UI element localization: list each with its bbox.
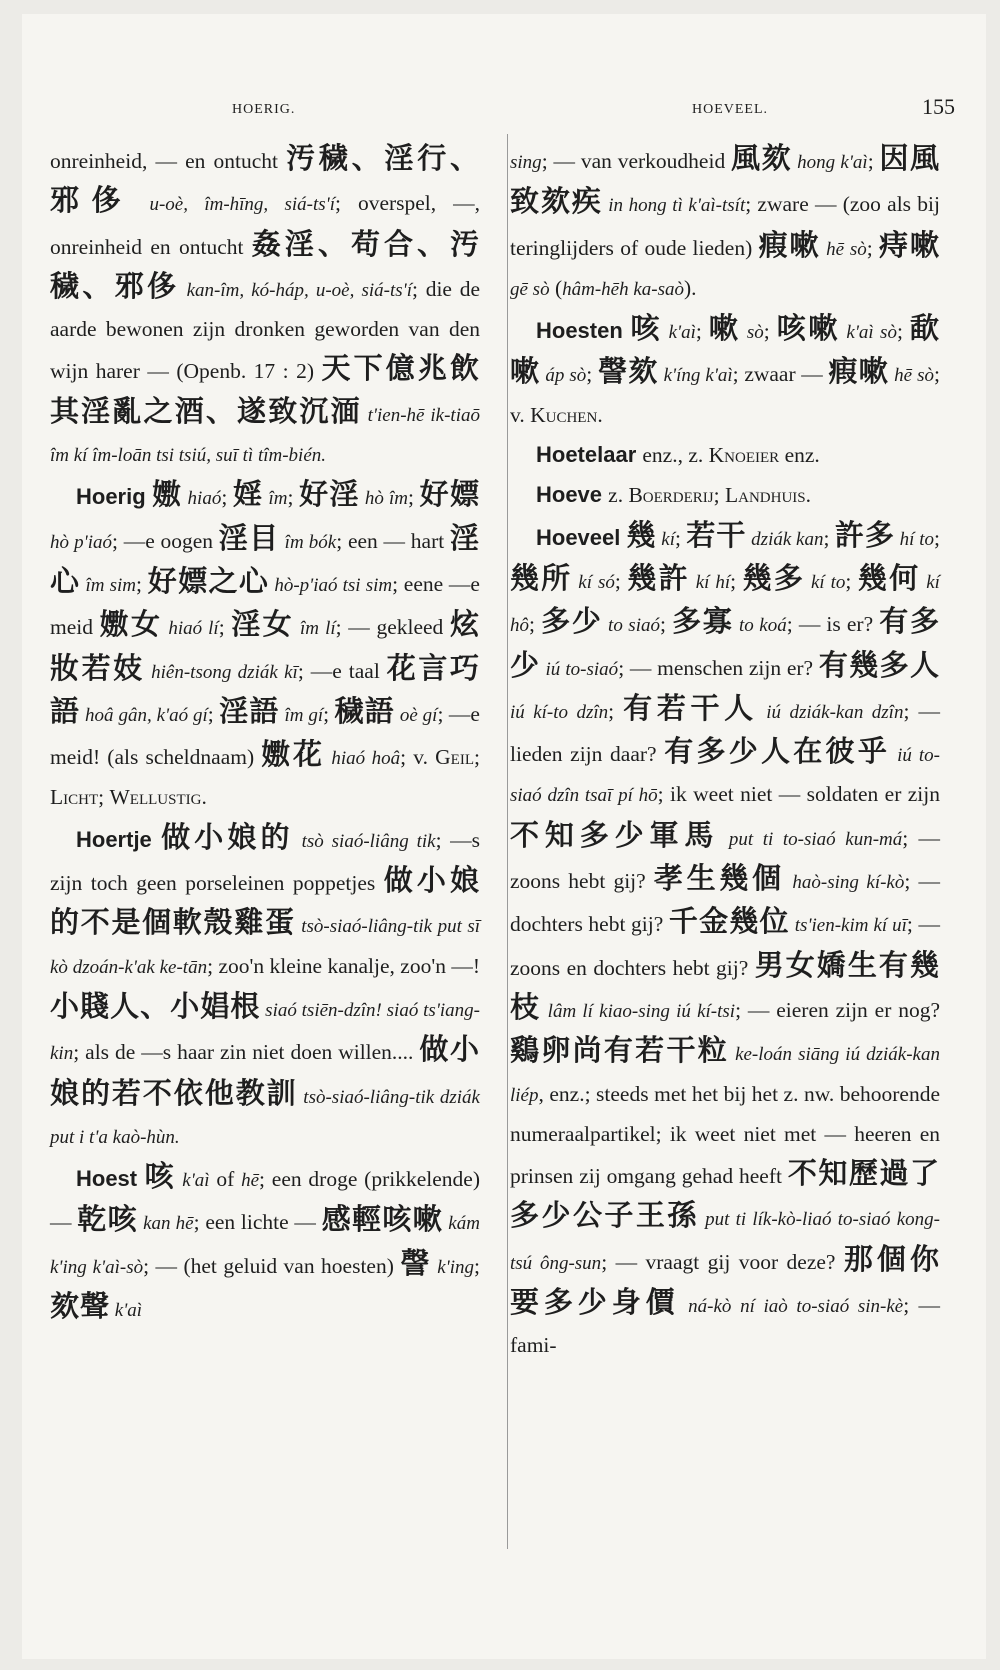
romanization: îm	[263, 488, 288, 510]
romanization: kan hē	[138, 1213, 194, 1235]
text-run: ;	[218, 615, 232, 640]
text-run: ; overspel, —, onreinheid en ontucht	[50, 191, 480, 259]
romanization: îm sim	[80, 574, 137, 596]
romanization: ná-kò ní iaò to-siaó sin-kè	[679, 1296, 904, 1318]
romanization: kám k'ing k'aì-sò	[50, 1213, 480, 1278]
text-run: ; — (het geluid van hoesten)	[143, 1253, 401, 1278]
romanization: îm gí	[279, 704, 324, 726]
text-run: ; — dochters hebt gij?	[510, 869, 940, 937]
chinese-characters: 風欬	[731, 141, 792, 175]
romanization: gē sò	[510, 278, 550, 300]
chinese-characters: 那個你要多少身價	[510, 1241, 940, 1320]
chinese-characters: 做小娘的	[161, 819, 294, 854]
chinese-characters: 歃嗽	[510, 311, 940, 389]
romanization: hò-p'iaó tsi sim	[269, 574, 393, 596]
chinese-characters: 淫目	[218, 520, 280, 555]
text-run: .	[805, 483, 812, 508]
entry-hoetelaar	[510, 435, 940, 475]
text-run: ;	[98, 785, 110, 810]
romanization: k'aì	[176, 1170, 210, 1192]
text-run: ;	[845, 568, 858, 593]
text-run: ;	[614, 568, 628, 593]
page-number: 155	[922, 94, 955, 119]
romanization: hò îm	[359, 488, 408, 510]
text-run: (	[549, 275, 563, 300]
chinese-characters: 痔嗽	[879, 227, 940, 262]
chinese-characters: 因風致欬疾	[510, 141, 940, 219]
text-run: ; v.	[510, 362, 940, 427]
text-run: onreinheid, — en ontucht	[50, 149, 287, 173]
chinese-characters: 好淫	[299, 477, 360, 512]
text-run: ; zwaar —	[732, 362, 829, 387]
text-run: ; — lieden zijn daar?	[510, 698, 940, 767]
romanization: k'ing	[431, 1256, 475, 1278]
chinese-characters: 瘕嗽	[828, 354, 890, 389]
romanization: hò p'iaó	[50, 531, 112, 553]
text-run: ; een — hart	[336, 528, 450, 553]
running-head-left: HOERIG.	[232, 102, 296, 117]
chinese-characters: 鷄卵尚有若干粒	[510, 1033, 730, 1068]
text-run: ;	[608, 698, 624, 723]
romanization: hí to	[894, 528, 934, 550]
romanization: siaó tsiēn-dzîn! siaó ts'iang-kin	[50, 999, 480, 1065]
romanization: k'aì	[110, 1300, 143, 1322]
romanization: hē sò	[820, 238, 867, 260]
chinese-characters: 好嫖	[419, 477, 481, 512]
entry-hoeve	[510, 475, 940, 515]
chinese-characters: 幾何	[857, 560, 921, 595]
chinese-characters: 乾咳	[77, 1202, 138, 1237]
cross-reference: Knoeier	[708, 443, 780, 468]
text-run: ;	[407, 485, 420, 510]
text-run: ; — is er?	[786, 612, 880, 637]
romanization: to koá	[733, 615, 787, 637]
text-run: ; een droge (prikkelende) —	[50, 1167, 480, 1235]
chinese-characters: 炫妝若妓	[50, 607, 480, 685]
chinese-characters: 不知歷過了多少公子王孫	[510, 1156, 940, 1233]
entry-continuation	[50, 139, 480, 475]
chinese-characters: 嫐	[152, 477, 183, 512]
text-run: ;	[474, 1253, 480, 1278]
chinese-characters: 小賤人、小娼根	[50, 988, 261, 1023]
left-column	[50, 139, 480, 1330]
text-run: .	[201, 785, 207, 810]
chinese-characters: 做小娘的不是個軟殼雞蛋	[50, 863, 480, 940]
text-run: ;	[529, 612, 542, 637]
entry-hoeveel	[510, 516, 940, 1366]
romanization: iú dziák-kan dzîn	[757, 701, 904, 723]
romanization: put ti lík-kò-liaó to-siaó kong-tsú ông-sun	[510, 1209, 940, 1274]
romanization: hoâ gân, k'aó gí	[80, 704, 208, 726]
text-run: ;	[695, 319, 709, 344]
romanization: kí	[656, 528, 676, 550]
chinese-characters: 若干	[686, 517, 747, 552]
entry-continuation	[510, 139, 940, 309]
romanization: k'aì	[662, 322, 696, 344]
text-run: ; —e taal	[297, 658, 387, 683]
chinese-characters: 嫐女	[99, 607, 163, 642]
chinese-characters: 男女嬌生有幾枝	[510, 947, 940, 1024]
text-run: ; ik weet niet — soldaten er zijn	[657, 782, 940, 807]
text-run: enz., z.	[642, 443, 709, 468]
text-run: ; zoo'n kleine kanalje, zoo'n —!	[207, 953, 480, 978]
romanization: áp sò	[540, 365, 587, 387]
headword: Hoeve	[536, 482, 609, 508]
headword: Hoest	[76, 1166, 145, 1192]
romanization: hiaó lí	[162, 618, 219, 640]
chinese-characters: 多寡	[672, 604, 734, 639]
running-head-right: HOEVEEL.	[692, 102, 769, 117]
romanization: iú to-siaó dzîn tsaī pí hō	[510, 745, 940, 807]
text-run: ; — eieren zijn er nog?	[735, 997, 940, 1022]
romanization: kí hí	[689, 571, 731, 593]
romanization: oè gí	[394, 704, 438, 726]
chinese-characters: 感輕咳嗽	[321, 1202, 444, 1237]
text-run: ;	[323, 701, 335, 726]
romanization: îm bók	[279, 531, 337, 553]
headword: Hoesten	[536, 318, 631, 344]
chinese-characters: 幾多	[742, 560, 806, 595]
chinese-characters: 許多	[834, 517, 895, 552]
romanization: kí só	[572, 571, 615, 593]
text-run: z.	[608, 483, 629, 508]
romanization: hiaó hoâ	[324, 748, 401, 770]
text-run: of	[209, 1167, 242, 1192]
text-run: ;	[474, 745, 480, 770]
text-run: ;	[136, 571, 148, 596]
headword: Hoetelaar	[536, 442, 643, 468]
cross-reference: Geil	[435, 745, 475, 770]
text-run: ;	[713, 483, 725, 508]
chinese-characters: 咳	[144, 1159, 177, 1194]
text-run: ;	[866, 235, 880, 260]
chinese-characters: 婬	[233, 477, 264, 512]
dictionary-page	[22, 14, 986, 1659]
romanization: îm lí	[293, 618, 336, 640]
text-run: ; —e oogen	[111, 528, 219, 553]
text-run: .	[597, 402, 603, 427]
text-run: ; — gekleed	[335, 615, 450, 640]
romanization: tsò-siaó-liâng-tik put sī kò dzoán-k'ak ke-tān	[50, 916, 480, 978]
chinese-characters: 有幾多人	[818, 647, 940, 682]
text-run: ;	[730, 568, 743, 593]
chinese-characters: 謦欬	[597, 354, 659, 389]
text-run: ).	[684, 275, 697, 300]
text-run: ;	[896, 319, 910, 344]
text-run: ; —e meid! (als scheldnaam)	[50, 701, 480, 770]
chinese-characters: 有多少	[510, 604, 940, 682]
entry-hoerig	[50, 475, 480, 817]
chinese-characters: 穢語	[334, 693, 395, 728]
romanization: sing	[510, 152, 542, 173]
romanization: ts'ien-kim kí uī	[789, 915, 907, 937]
romanization: iú kí-to dzîn	[510, 701, 609, 723]
cross-reference: Landhuis	[725, 483, 806, 508]
romanization: iú to-siaó	[540, 658, 619, 680]
text-run: enz.	[779, 443, 820, 468]
text-run: ; v.	[400, 745, 436, 770]
text-run: ; — zoons hebt gij?	[510, 825, 940, 894]
chinese-characters: 千金幾位	[668, 904, 790, 939]
romanization: dziák kan	[746, 528, 824, 550]
romanization: kí hô	[510, 571, 940, 637]
text-run: ;	[823, 525, 835, 550]
text-run: ; die de aarde bewonen zijn dronken geworden van den wijn harer — (Openb. 17 : 2)	[50, 276, 480, 384]
entry-hoertje	[50, 818, 480, 1157]
text-run: ;	[221, 485, 234, 510]
romanization: t'ien-hē ik-tiaō îm kí îm-loān tsi tsiú, suī tì tîm-bién.	[50, 404, 480, 467]
chinese-characters: 幾所	[510, 560, 573, 595]
chinese-characters: 花言巧語	[50, 650, 480, 728]
chinese-characters: 有多少人在彼乎	[664, 734, 891, 769]
romanization: ke-loán siāng iú dziák-kan liép	[510, 1044, 940, 1106]
romanization: lâm lí kiao-sing iú kí-tsi	[541, 1000, 736, 1022]
romanization: kí to	[805, 571, 846, 593]
text-run: , enz.; steeds met het bij het z. nw. behoorende numeraalpartikel; ik weet niet met — heeren en prinsen zij omgang gehad heeft	[510, 1081, 940, 1189]
headword: Hoertje	[76, 826, 162, 852]
romanization: in hong tì k'aì-tsít	[602, 195, 746, 217]
text-run: ; — vraagt gij voor deze?	[601, 1249, 844, 1274]
cross-reference: Licht	[50, 785, 99, 810]
text-run: ;	[207, 701, 220, 726]
romanization: hē	[241, 1170, 260, 1192]
chinese-characters: 瘕嗽	[758, 227, 821, 262]
text-run: ; — fami-	[510, 1293, 940, 1358]
text-run: ;	[934, 525, 940, 550]
romanization: kan-îm, kó-háp, u-oè, siá-ts'í	[179, 279, 412, 301]
romanization: to siaó	[602, 615, 660, 637]
text-run: ; eene —e meid	[50, 571, 480, 640]
text-run: ;	[763, 319, 777, 344]
chinese-characters: 欬聲	[50, 1289, 111, 1324]
chinese-characters: 幾許	[627, 560, 690, 595]
cross-reference: Wellustig	[109, 785, 202, 810]
chinese-characters: 天下億兆飲其淫亂之酒、遂致沉湎	[50, 351, 480, 428]
text-run: ; — van verkoudheid	[541, 149, 732, 173]
chinese-characters: 嫐花	[261, 737, 325, 772]
cross-reference: Boerderij	[628, 483, 714, 508]
chinese-characters: 淫女	[231, 607, 294, 642]
romanization: tsò-siaó-liâng-tik dziák put i t'a kaò-hùn.	[50, 1086, 480, 1148]
romanization: tsò siaó-liâng tik	[293, 830, 436, 852]
romanization: put ti to-siaó kun-má	[719, 828, 903, 850]
text-run: ; —s zijn toch geen porseleinen poppetjes	[50, 827, 480, 896]
chinese-characters: 不知多少軍馬	[510, 817, 720, 852]
text-run: ; zware — (zoo als bij teringlijders of oude lieden)	[510, 192, 940, 260]
text-run: ; als de —s haar zin niet doen willen....	[73, 1040, 420, 1065]
romanization: k'aì sò	[840, 322, 897, 344]
text-run: ;	[586, 362, 598, 387]
romanization: hong k'aì	[791, 152, 868, 173]
column-divider	[507, 134, 508, 1549]
running-head	[22, 84, 986, 124]
romanization: haò-sing kí-kò	[784, 872, 905, 894]
chinese-characters: 汚穢、淫行、邪侈	[50, 141, 480, 218]
text-run: ;	[287, 485, 300, 510]
text-run: ; een lichte —	[193, 1210, 322, 1235]
headword: Hoerig	[76, 484, 153, 510]
romanization: hâm-hēh ka-saò	[562, 278, 685, 300]
romanization: sò	[740, 322, 764, 344]
entry-hoest	[50, 1157, 480, 1330]
chinese-characters: 幾	[626, 517, 657, 552]
cross-reference: Kuchen	[530, 402, 598, 427]
chinese-characters: 好嫖之心	[147, 563, 270, 598]
text-run: ; — zoons en dochters hebt gij?	[510, 912, 940, 980]
text-run: ;	[659, 612, 673, 637]
chinese-characters: 有若干人	[623, 690, 758, 725]
text-run: ;	[675, 525, 687, 550]
chinese-characters: 姦淫、苟合、汚穢、邪侈	[50, 226, 480, 303]
text-run: ;	[867, 149, 880, 173]
romanization: u-oè, îm-hīng, siá-ts'í	[133, 194, 336, 216]
headword: Hoeveel	[536, 524, 627, 550]
chinese-characters: 淫心	[50, 520, 480, 598]
chinese-characters: 孝生幾個	[653, 861, 785, 896]
chinese-characters: 淫語	[219, 693, 280, 728]
romanization: hē sò	[889, 365, 934, 387]
entry-hoesten	[510, 309, 940, 435]
chinese-characters: 嗽	[708, 311, 741, 346]
romanization: k'íng k'aì	[658, 365, 733, 387]
romanization: hiaó	[182, 488, 222, 510]
chinese-characters: 做小娘的若不依他教訓	[50, 1032, 480, 1110]
romanization: hiên-tsong dziák kī	[144, 661, 298, 683]
chinese-characters: 咳嗽	[776, 311, 841, 346]
chinese-characters: 謦	[400, 1245, 432, 1280]
right-column	[510, 139, 940, 1366]
text-run: ; — menschen zijn er?	[618, 655, 819, 680]
chinese-characters: 多少	[541, 604, 603, 639]
chinese-characters: 咳	[630, 311, 663, 346]
